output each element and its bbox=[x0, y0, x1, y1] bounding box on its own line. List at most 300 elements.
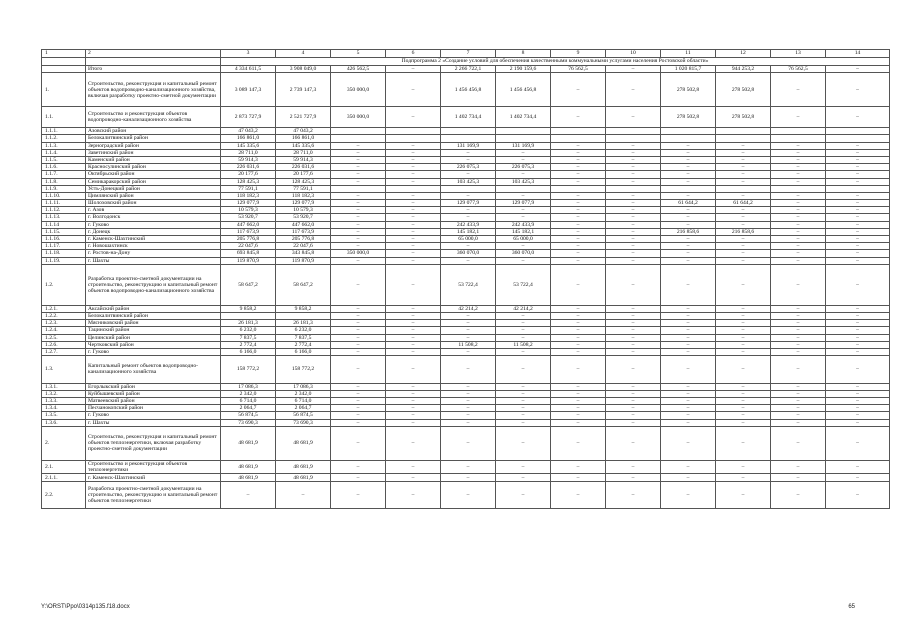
value-cell: – bbox=[661, 356, 716, 384]
value-cell: 128 425,3 bbox=[276, 178, 331, 185]
value-cell: – bbox=[551, 178, 606, 185]
table-row bbox=[42, 243, 890, 250]
value-cell: – bbox=[331, 207, 386, 214]
value-cell: 73 690,3 bbox=[221, 419, 276, 426]
value-cell: – bbox=[716, 426, 771, 460]
value-cell: – bbox=[441, 257, 496, 264]
value-cell: – bbox=[771, 474, 826, 481]
value-cell: – bbox=[661, 312, 716, 319]
value-cell: – bbox=[661, 164, 716, 171]
row-number: 2.1.1. bbox=[42, 474, 86, 481]
value-cell: – bbox=[496, 149, 551, 156]
value-cell: 65 000,0 bbox=[441, 236, 496, 243]
row-label: Строительство, реконструкция и капитальный ремонт объектов водопроводно-канализационного хозяйства, включая разработку проектно-сметной документации bbox=[86, 73, 221, 107]
value-cell: 4 334 611,5 bbox=[221, 66, 276, 73]
value-cell: 128 425,3 bbox=[221, 178, 276, 185]
value-cell: – bbox=[771, 264, 826, 305]
value-cell: – bbox=[386, 142, 441, 149]
value-cell: 11 508,2 bbox=[441, 341, 496, 348]
table-row bbox=[42, 142, 890, 149]
value-cell: 131 169,9 bbox=[496, 142, 551, 149]
value-cell: – bbox=[716, 156, 771, 163]
value-cell: – bbox=[441, 334, 496, 341]
value-cell: – bbox=[496, 348, 551, 355]
value-cell: – bbox=[771, 305, 826, 312]
value-cell: – bbox=[771, 460, 826, 474]
value-cell: – bbox=[441, 390, 496, 397]
value-cell: – bbox=[496, 474, 551, 481]
value-cell: 10 579,3 bbox=[276, 207, 331, 214]
value-cell: – bbox=[661, 320, 716, 327]
value-cell: – bbox=[716, 257, 771, 264]
column-number: 3 bbox=[221, 50, 276, 58]
row-number: 1.1.7. bbox=[42, 171, 86, 178]
value-cell: – bbox=[441, 214, 496, 221]
value-cell: – bbox=[606, 383, 661, 390]
value-cell: 118 182,3 bbox=[221, 192, 276, 199]
value-cell: – bbox=[496, 412, 551, 419]
row-label: г. Гуково bbox=[86, 221, 221, 228]
value-cell bbox=[661, 128, 716, 135]
value-cell: 350 000,0 bbox=[331, 107, 386, 128]
row-label: Зерноградский район bbox=[86, 142, 221, 149]
value-cell: – bbox=[716, 243, 771, 250]
row-number: 1.1.11. bbox=[42, 200, 86, 207]
value-cell: – bbox=[661, 236, 716, 243]
column-number: 6 bbox=[386, 50, 441, 58]
value-cell: – bbox=[661, 390, 716, 397]
value-cell: 216 858,6 bbox=[661, 228, 716, 235]
value-cell: – bbox=[606, 66, 661, 73]
file-path: Y:\ORST\Ppo\0314p135.f18.docx bbox=[41, 604, 130, 610]
row-label: г. Шахты bbox=[86, 419, 221, 426]
value-cell: – bbox=[551, 348, 606, 355]
value-cell: – bbox=[496, 243, 551, 250]
value-cell bbox=[771, 185, 826, 192]
row-number: 1.2.7. bbox=[42, 348, 86, 355]
row-label: г. Новошахтинск bbox=[86, 243, 221, 250]
value-cell: 117 673,9 bbox=[276, 228, 331, 235]
value-cell: 6 714,0 bbox=[276, 397, 331, 404]
value-cell: – bbox=[551, 312, 606, 319]
value-cell: – bbox=[331, 348, 386, 355]
value-cell: 2 739 147,3 bbox=[276, 73, 331, 107]
value-cell: – bbox=[386, 474, 441, 481]
value-cell: – bbox=[441, 327, 496, 334]
value-cell: – bbox=[826, 305, 890, 312]
value-cell: – bbox=[386, 228, 441, 235]
value-cell: – bbox=[661, 327, 716, 334]
row-number: 1.1.17. bbox=[42, 243, 86, 250]
value-cell: – bbox=[331, 320, 386, 327]
value-cell: 278 502,8 bbox=[661, 107, 716, 128]
value-cell: – bbox=[386, 334, 441, 341]
blank-cell bbox=[42, 58, 86, 66]
row-number: 1.3. bbox=[42, 356, 86, 384]
value-cell: – bbox=[386, 390, 441, 397]
value-cell: – bbox=[386, 257, 441, 264]
value-cell: 226 031,6 bbox=[276, 164, 331, 171]
value-cell: 58 647,2 bbox=[221, 264, 276, 305]
value-cell: 103 425,3 bbox=[441, 178, 496, 185]
table-row bbox=[42, 135, 890, 142]
value-cell: – bbox=[716, 264, 771, 305]
value-cell: – bbox=[331, 221, 386, 228]
row-label: Шолоховский район bbox=[86, 200, 221, 207]
value-cell: – bbox=[441, 207, 496, 214]
value-cell: – bbox=[661, 214, 716, 221]
subprogram-row bbox=[42, 58, 890, 66]
value-cell: 26 181,3 bbox=[276, 320, 331, 327]
table-row bbox=[42, 348, 890, 355]
table-row bbox=[42, 305, 890, 312]
value-cell: – bbox=[606, 221, 661, 228]
row-label: Мясниковский район bbox=[86, 320, 221, 327]
value-cell: 3 908 049,0 bbox=[276, 66, 331, 73]
value-cell: – bbox=[771, 221, 826, 228]
row-number: 1.1.15. bbox=[42, 228, 86, 235]
value-cell: 53 722,4 bbox=[441, 264, 496, 305]
row-number: 1.1.18. bbox=[42, 250, 86, 257]
value-cell: – bbox=[771, 327, 826, 334]
value-cell: – bbox=[826, 327, 890, 334]
table-row bbox=[42, 164, 890, 171]
row-number bbox=[42, 66, 86, 73]
value-cell: – bbox=[551, 474, 606, 481]
value-cell: 48 681,9 bbox=[276, 426, 331, 460]
value-cell: 26 181,3 bbox=[221, 320, 276, 327]
value-cell: – bbox=[551, 390, 606, 397]
row-number: 1.2.5. bbox=[42, 334, 86, 341]
value-cell: – bbox=[331, 397, 386, 404]
value-cell: – bbox=[331, 405, 386, 412]
table-row bbox=[42, 356, 890, 384]
value-cell: – bbox=[441, 320, 496, 327]
value-cell: – bbox=[551, 320, 606, 327]
value-cell: – bbox=[496, 214, 551, 221]
value-cell: – bbox=[551, 142, 606, 149]
value-cell: 278 502,8 bbox=[716, 107, 771, 128]
table-row bbox=[42, 426, 890, 460]
value-cell: – bbox=[716, 390, 771, 397]
value-cell: – bbox=[606, 228, 661, 235]
value-cell: – bbox=[331, 264, 386, 305]
value-cell: – bbox=[606, 412, 661, 419]
value-cell: – bbox=[551, 341, 606, 348]
table-row bbox=[42, 192, 890, 199]
value-cell: 22 047,6 bbox=[276, 243, 331, 250]
value-cell: 48 681,9 bbox=[276, 474, 331, 481]
value-cell: – bbox=[661, 426, 716, 460]
value-cell: – bbox=[716, 207, 771, 214]
value-cell: 158 772,2 bbox=[276, 356, 331, 384]
value-cell bbox=[221, 312, 276, 319]
value-cell: 145 182,1 bbox=[496, 228, 551, 235]
value-cell: – bbox=[826, 207, 890, 214]
value-cell: – bbox=[826, 178, 890, 185]
row-label: Белокалитвинский район bbox=[86, 312, 221, 319]
table-row bbox=[42, 327, 890, 334]
value-cell: – bbox=[386, 397, 441, 404]
value-cell bbox=[386, 128, 441, 135]
row-label: г. Гуково bbox=[86, 412, 221, 419]
column-number: 8 bbox=[496, 50, 551, 58]
value-cell: – bbox=[826, 149, 890, 156]
value-cell: – bbox=[771, 341, 826, 348]
value-cell: – bbox=[771, 383, 826, 390]
row-label: Итого bbox=[86, 66, 221, 73]
value-cell: – bbox=[386, 460, 441, 474]
value-cell: 10 579,3 bbox=[221, 207, 276, 214]
value-cell: 3 089 147,3 bbox=[221, 73, 276, 107]
value-cell: – bbox=[661, 334, 716, 341]
value-cell: – bbox=[606, 214, 661, 221]
value-cell: 47 043,2 bbox=[221, 128, 276, 135]
value-cell: – bbox=[661, 460, 716, 474]
value-cell: – bbox=[496, 481, 551, 509]
value-cell: 2 772,4 bbox=[221, 341, 276, 348]
value-cell: – bbox=[826, 474, 890, 481]
value-cell: – bbox=[826, 156, 890, 163]
value-cell: – bbox=[386, 305, 441, 312]
value-cell: – bbox=[606, 320, 661, 327]
row-label: г. Волгодонск bbox=[86, 214, 221, 221]
value-cell: – bbox=[826, 250, 890, 257]
value-cell: – bbox=[496, 419, 551, 426]
value-cell: 119 870,9 bbox=[276, 257, 331, 264]
value-cell: – bbox=[661, 481, 716, 509]
value-cell: – bbox=[441, 356, 496, 384]
value-cell: – bbox=[331, 334, 386, 341]
value-cell: 28 711,0 bbox=[276, 149, 331, 156]
value-cell: 6 232,0 bbox=[276, 327, 331, 334]
value-cell: – bbox=[386, 312, 441, 319]
value-cell: – bbox=[826, 397, 890, 404]
row-label: Заветинский район bbox=[86, 149, 221, 156]
value-cell: – bbox=[826, 257, 890, 264]
value-cell: 2 772,4 bbox=[276, 341, 331, 348]
value-cell: 2 064,7 bbox=[276, 405, 331, 412]
row-number: 1.2.6. bbox=[42, 341, 86, 348]
value-cell: 65 000,0 bbox=[496, 236, 551, 243]
value-cell: 1 402 734,4 bbox=[496, 107, 551, 128]
value-cell: – bbox=[661, 192, 716, 199]
value-cell: – bbox=[826, 66, 890, 73]
table-row bbox=[42, 264, 890, 305]
value-cell: – bbox=[716, 474, 771, 481]
value-cell: 17 086,3 bbox=[276, 383, 331, 390]
value-cell: – bbox=[771, 156, 826, 163]
value-cell: – bbox=[551, 149, 606, 156]
value-cell: – bbox=[661, 264, 716, 305]
value-cell: – bbox=[826, 221, 890, 228]
value-cell: – bbox=[826, 412, 890, 419]
row-label: Каменский район bbox=[86, 156, 221, 163]
value-cell: – bbox=[331, 383, 386, 390]
value-cell: – bbox=[606, 142, 661, 149]
value-cell: – bbox=[606, 257, 661, 264]
value-cell: – bbox=[551, 250, 606, 257]
value-cell: – bbox=[386, 341, 441, 348]
row-number: 1.1.9. bbox=[42, 185, 86, 192]
row-label: Тацинский район bbox=[86, 327, 221, 334]
row-number: 1.1. bbox=[42, 107, 86, 128]
value-cell bbox=[551, 128, 606, 135]
value-cell: – bbox=[606, 164, 661, 171]
value-cell bbox=[496, 185, 551, 192]
value-cell: – bbox=[386, 178, 441, 185]
value-cell: – bbox=[661, 156, 716, 163]
value-cell: 145 182,1 bbox=[441, 228, 496, 235]
column-number: 11 bbox=[661, 50, 716, 58]
row-number: 1.3.3. bbox=[42, 397, 86, 404]
value-cell: – bbox=[606, 250, 661, 257]
value-cell: – bbox=[331, 178, 386, 185]
table-row bbox=[42, 185, 890, 192]
table-row bbox=[42, 474, 890, 481]
value-cell: – bbox=[661, 341, 716, 348]
value-cell: 59 914,3 bbox=[221, 156, 276, 163]
value-cell: – bbox=[716, 171, 771, 178]
value-cell: – bbox=[496, 383, 551, 390]
table-row bbox=[42, 214, 890, 221]
value-cell: – bbox=[551, 214, 606, 221]
value-cell: 9 858,2 bbox=[221, 305, 276, 312]
value-cell: – bbox=[331, 142, 386, 149]
value-cell: 205 776,8 bbox=[221, 236, 276, 243]
value-cell: – bbox=[386, 243, 441, 250]
value-cell: – bbox=[551, 334, 606, 341]
value-cell: – bbox=[386, 405, 441, 412]
value-cell: – bbox=[826, 426, 890, 460]
row-label: г. Ростов-на-Дону bbox=[86, 250, 221, 257]
row-label: Капитальный ремонт объектов водопроводно-канализационного хозяйства bbox=[86, 356, 221, 384]
value-cell: 118 182,3 bbox=[276, 192, 331, 199]
row-label: Усть-Донецкий район bbox=[86, 185, 221, 192]
table-row bbox=[42, 412, 890, 419]
table-row bbox=[42, 460, 890, 474]
row-label: Аксайский район bbox=[86, 305, 221, 312]
value-cell: – bbox=[606, 405, 661, 412]
value-cell: – bbox=[716, 356, 771, 384]
value-cell: – bbox=[716, 312, 771, 319]
value-cell: – bbox=[386, 327, 441, 334]
value-cell: – bbox=[331, 192, 386, 199]
row-number: 2. bbox=[42, 426, 86, 460]
value-cell: – bbox=[441, 412, 496, 419]
table-row bbox=[42, 200, 890, 207]
value-cell: 166 861,0 bbox=[221, 135, 276, 142]
value-cell: – bbox=[826, 390, 890, 397]
row-label: Целинский район bbox=[86, 334, 221, 341]
value-cell: 242 433,9 bbox=[441, 221, 496, 228]
budget-table bbox=[41, 49, 890, 509]
value-cell: – bbox=[826, 312, 890, 319]
row-label: Семикаракорский район bbox=[86, 178, 221, 185]
value-cell: – bbox=[716, 334, 771, 341]
value-cell: 447 662,0 bbox=[276, 221, 331, 228]
table-row bbox=[42, 171, 890, 178]
value-cell: – bbox=[771, 390, 826, 397]
value-cell: – bbox=[386, 164, 441, 171]
value-cell: – bbox=[551, 383, 606, 390]
value-cell: – bbox=[661, 243, 716, 250]
value-cell: 11 508,2 bbox=[496, 341, 551, 348]
value-cell: – bbox=[716, 383, 771, 390]
value-cell bbox=[441, 128, 496, 135]
value-cell: – bbox=[771, 171, 826, 178]
value-cell: – bbox=[771, 426, 826, 460]
value-cell: – bbox=[386, 200, 441, 207]
value-cell: 693 845,8 bbox=[221, 250, 276, 257]
row-label: г. Каменск-Шахтинский bbox=[86, 474, 221, 481]
table-row bbox=[42, 250, 890, 257]
value-cell: 59 914,3 bbox=[276, 156, 331, 163]
value-cell: – bbox=[826, 264, 890, 305]
value-cell: – bbox=[606, 334, 661, 341]
column-number: 2 bbox=[86, 50, 221, 58]
value-cell: – bbox=[716, 405, 771, 412]
value-cell: – bbox=[771, 348, 826, 355]
value-cell bbox=[661, 185, 716, 192]
row-label: Чертковский район bbox=[86, 341, 221, 348]
value-cell: – bbox=[606, 481, 661, 509]
value-cell: – bbox=[551, 164, 606, 171]
value-cell: – bbox=[771, 397, 826, 404]
value-cell: – bbox=[551, 221, 606, 228]
row-number: 1.1.8. bbox=[42, 178, 86, 185]
value-cell: – bbox=[221, 481, 276, 509]
value-cell: – bbox=[661, 250, 716, 257]
value-cell: – bbox=[331, 171, 386, 178]
value-cell: – bbox=[716, 419, 771, 426]
value-cell: 103 425,3 bbox=[496, 178, 551, 185]
value-cell: – bbox=[496, 257, 551, 264]
value-cell: – bbox=[496, 405, 551, 412]
row-label: Красносулинский район bbox=[86, 164, 221, 171]
value-cell: – bbox=[826, 164, 890, 171]
value-cell: – bbox=[496, 207, 551, 214]
value-cell: – bbox=[386, 214, 441, 221]
row-label: Строительство, реконструкция и капитальный ремонт объектов теплоэнергетики, включая разработку проектно-сметной документации bbox=[86, 426, 221, 460]
row-number: 1.1.3. bbox=[42, 142, 86, 149]
value-cell: 6 166,0 bbox=[276, 348, 331, 355]
value-cell: – bbox=[551, 460, 606, 474]
value-cell: 129 077,9 bbox=[276, 200, 331, 207]
row-number: 1.2.3. bbox=[42, 320, 86, 327]
value-cell: – bbox=[826, 334, 890, 341]
value-cell: 360 070,0 bbox=[496, 250, 551, 257]
value-cell bbox=[826, 185, 890, 192]
value-cell: – bbox=[771, 178, 826, 185]
row-number: 1.1.19. bbox=[42, 257, 86, 264]
value-cell: – bbox=[606, 207, 661, 214]
value-cell: – bbox=[771, 164, 826, 171]
value-cell: – bbox=[771, 412, 826, 419]
value-cell: 61 644,2 bbox=[661, 200, 716, 207]
value-cell: – bbox=[441, 243, 496, 250]
column-number: 7 bbox=[441, 50, 496, 58]
value-cell: – bbox=[551, 73, 606, 107]
value-cell: – bbox=[716, 236, 771, 243]
value-cell: – bbox=[771, 243, 826, 250]
value-cell: – bbox=[496, 320, 551, 327]
value-cell: – bbox=[771, 320, 826, 327]
value-cell: 205 776,8 bbox=[276, 236, 331, 243]
value-cell: 426 562,5 bbox=[331, 66, 386, 73]
value-cell: 73 690,3 bbox=[276, 419, 331, 426]
table-row bbox=[42, 419, 890, 426]
